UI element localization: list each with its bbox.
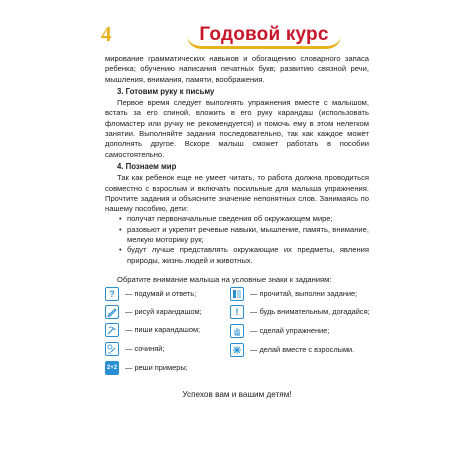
legend-item-attention xyxy=(230,305,370,319)
legend-intro: Обратите внимание малыша на условные знаки к заданиям: xyxy=(117,275,332,284)
bullet-item: • будут лучше представлять окружающие их предметы, явления природы, жизнь людей и животных. xyxy=(119,245,369,266)
legend-text: — рисуй карандашом; xyxy=(125,307,202,316)
section-4-body: Так как ребенок еще не умеет читать, то работа должна проводиться совместно с взрослым и включать посильные для малыша упражнения. Прочтите задания и объясните значение непонятных слов. Занимаясь по нашему пособию, дети: xyxy=(105,173,369,214)
pencil-drawing-icon xyxy=(105,305,119,319)
legend-item-math xyxy=(105,361,188,375)
section-4-title: 4. Познаем мир xyxy=(117,161,177,171)
legend-item-read xyxy=(230,287,357,301)
legend-text: — прочитай, выполни задание; xyxy=(250,289,358,298)
legend-text: — сочиняй; xyxy=(125,344,165,353)
question-icon: ? xyxy=(105,287,119,301)
math-icon: 2+2 xyxy=(105,361,119,375)
legend-text: — делай вместе с взрослыми. xyxy=(250,345,355,354)
header-banner xyxy=(187,24,341,49)
legend-item-compose xyxy=(105,342,164,356)
bullet-item: • получат первоначальные сведения об окружающем мире; xyxy=(119,214,369,224)
page-number: 4 xyxy=(101,22,112,46)
book-icon xyxy=(230,287,244,301)
compose-icon xyxy=(105,342,119,356)
legend-text: — пиши карандашом; xyxy=(125,325,201,334)
exclamation-icon: ! xyxy=(230,305,244,319)
legend-text: — реши примеры; xyxy=(125,363,188,372)
closing-line: Успехов вам и вашим детям! xyxy=(182,390,292,399)
legend-item-together xyxy=(230,343,354,357)
section-3-body: Первое время следует выполнять упражнения вместе с малышом, встать за его спиной, вложить в его руку карандаш (использовать фломастер или ручку не рекомендуется) и помочь ему в этом нелегком занятии. Выполняйте задания последовательно, так как каждое может дополнять другое. Вскоре малыш сможет работать в пособии самостоятельно. xyxy=(105,98,369,159)
main-content xyxy=(105,54,369,266)
pencil-writing-icon xyxy=(105,323,119,337)
hand-icon xyxy=(230,324,244,338)
together-icon xyxy=(230,343,244,357)
section-4-bullets xyxy=(105,214,369,265)
bullet-item: • разовьют и укрепят речевые навыки, мышление, память, внимание, мелкую моторику рук; xyxy=(119,225,369,246)
legend-text: — сделай упражнение; xyxy=(250,326,330,335)
legend-text: — будь внимательным, догадайся; xyxy=(250,307,370,316)
legend-item-exercise xyxy=(230,324,329,338)
header-title: Годовой курс xyxy=(199,24,329,45)
legend-item-write xyxy=(105,323,200,337)
intro-paragraph: мирование грамматических навыков и обогащению словарного запаса ребенка; обучению написания печатных букв; развитию связной речи, мышления, внимания, памяти, воображения. xyxy=(105,54,369,84)
legend-item-draw xyxy=(105,305,202,319)
legend-item-think xyxy=(105,287,196,301)
section-3-title: 3. Готовим руку к письму xyxy=(117,86,215,96)
legend-text: — подумай и ответь; xyxy=(125,289,197,298)
